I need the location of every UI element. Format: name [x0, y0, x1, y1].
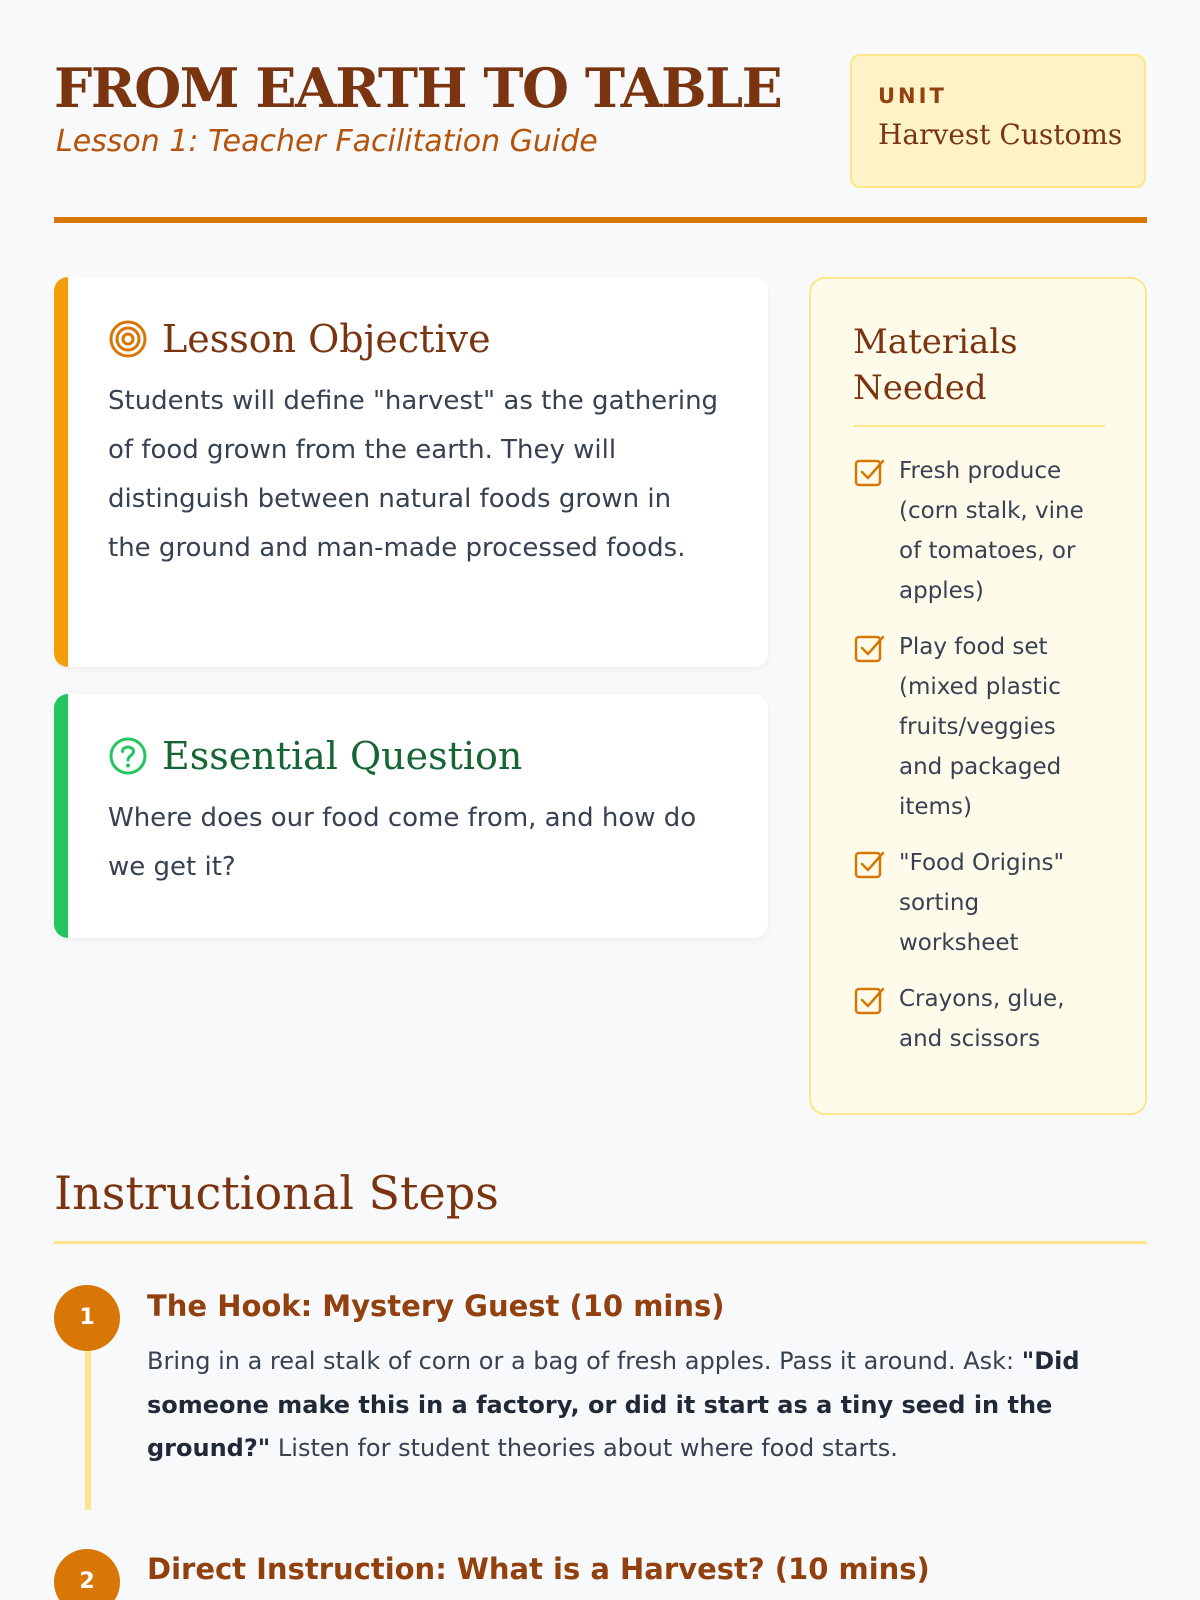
lesson-objective-text: Students will define "harvest" as the gathering of food grown from the earth. They will distinguish between natural foods grown in the ground and man-made processed foods.	[108, 386, 719, 563]
materials-panel	[809, 277, 1147, 1115]
checkbox-checked-icon	[853, 985, 885, 1017]
step-title: The Hook: Mystery Guest (10 mins)	[147, 1289, 725, 1323]
step-description	[147, 1340, 1147, 1471]
header-divider	[54, 217, 1147, 223]
lesson-objective-card	[54, 277, 768, 667]
step-number-badge: 1	[54, 1285, 120, 1351]
step-description-question: "Did someone make this in a factory, or did it start as a tiny seed in the ground?"	[147, 1347, 1080, 1462]
materials-item	[853, 983, 1105, 1059]
materials-item	[853, 847, 1105, 963]
materials-title: Materials Needed	[853, 322, 1018, 408]
checkbox-checked-icon	[853, 849, 885, 881]
timeline-connector	[85, 1345, 91, 1510]
materials-item-text: Play food set (mixed plastic fruits/veggies and packaged items)	[899, 634, 1062, 820]
materials-item-text: Crayons, glue, and scissors	[899, 986, 1065, 1052]
step-description-intro: Bring in a real stalk of corn or a bag of fresh apples. Pass it around. Ask:	[147, 1347, 1022, 1375]
essential-question-card	[54, 694, 768, 938]
lesson-objective-title: Lesson Objective	[162, 317, 491, 361]
essential-question-header	[108, 734, 720, 778]
materials-list	[853, 455, 1105, 1059]
materials-item-text: "Food Origins" sorting worksheet	[899, 850, 1065, 956]
step-description-outro: Listen for student theories about where food starts.	[270, 1434, 898, 1462]
document-title: FROM EARTH TO TABLE	[54, 56, 782, 120]
document-subtitle: Lesson 1: Teacher Facilitation Guide	[56, 124, 598, 159]
unit-label: UNIT	[878, 84, 947, 108]
materials-divider	[853, 425, 1105, 427]
instructional-steps-divider	[54, 1241, 1147, 1244]
checkbox-checked-icon	[853, 457, 885, 489]
unit-badge	[850, 54, 1146, 188]
step-title: Direct Instruction: What is a Harvest? (10 mins)	[147, 1552, 930, 1586]
instructional-steps-title: Instructional Steps	[54, 1166, 499, 1220]
unit-value: Harvest Customs	[878, 118, 1123, 151]
essential-question-text: Where does our food come from, and how do we get it?	[108, 803, 697, 882]
lesson-objective-header	[108, 317, 720, 361]
materials-item	[853, 455, 1105, 611]
materials-item	[853, 631, 1105, 827]
step-number-badge: 2	[54, 1549, 120, 1600]
question-circle-icon	[108, 736, 148, 776]
checkbox-checked-icon	[853, 633, 885, 665]
essential-question-title: Essential Question	[162, 734, 523, 778]
target-icon	[108, 319, 148, 359]
materials-item-text: Fresh produce (corn stalk, vine of tomatoes, or apples)	[899, 458, 1084, 604]
